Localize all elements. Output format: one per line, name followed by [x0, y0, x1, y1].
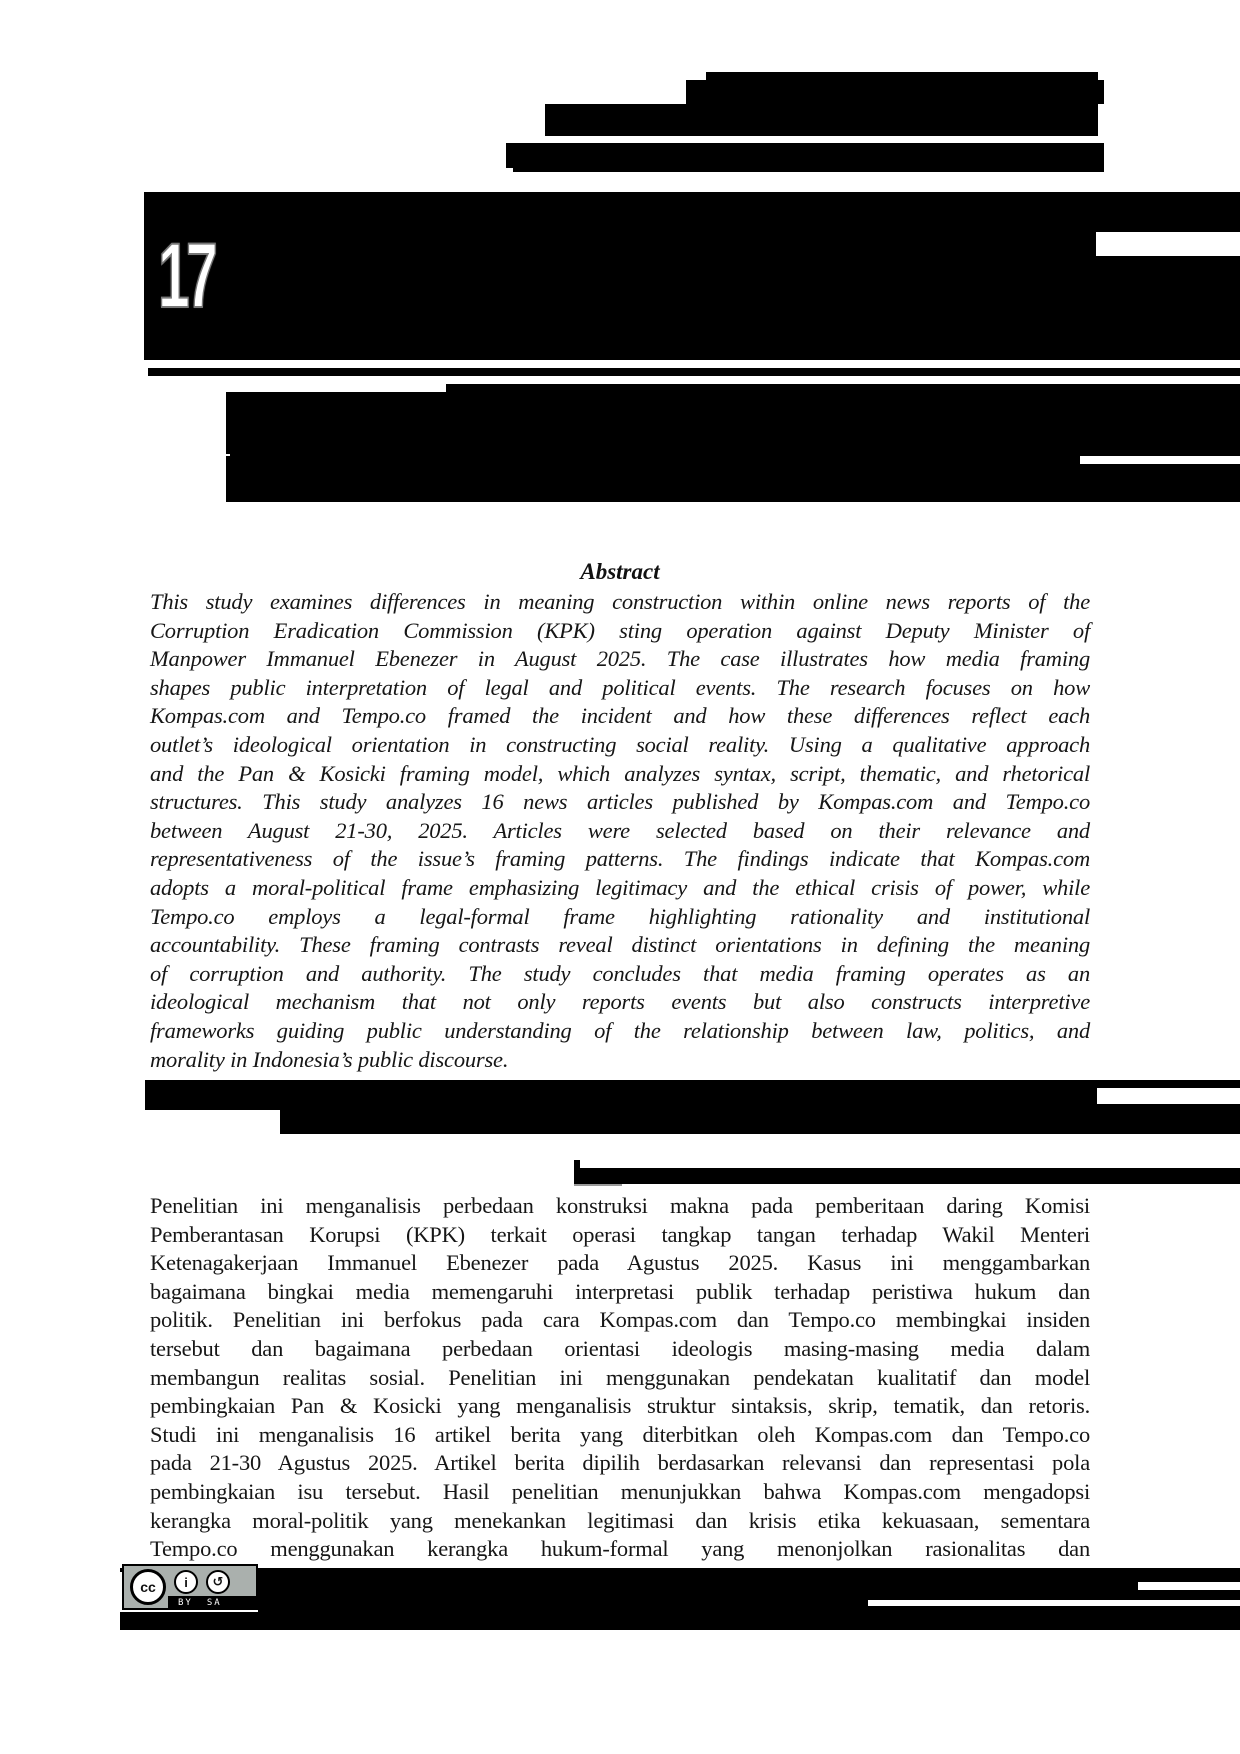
- abstract-line: between August 21-30, 2025. Articles were selected based on their relevance and: [150, 817, 1090, 843]
- abstract-line: adopts a moral-political frame emphasizing legitimacy and the ethical crisis of power, while: [150, 874, 1090, 900]
- abstract-line: This study examines differences in meaning construction within online news reports of the: [150, 589, 1090, 614]
- abstract-line: representativeness of the issue’s framing patterns. The findings indicate that Kompas.com: [150, 846, 1090, 872]
- abstrak-line: pembingkaian isu tersebut. Hasil penelitian menunjukkan bahwa Kompas.com mengadopsi: [150, 1478, 1090, 1504]
- abstract-line: morality in Indonesia’s public discourse.: [150, 1046, 509, 1072]
- abstract-line: ideological mechanism that not only reports events but also constructs interpretive: [150, 989, 1090, 1015]
- license-by-label: BY: [178, 1598, 193, 1608]
- abstract-line: of corruption and authority. The study concludes that media framing operates as an: [150, 960, 1090, 986]
- abstrak-line: bagaimana bingkai media memengaruhi interpretasi publik terhadap peristiwa hukum dan: [150, 1278, 1090, 1304]
- abstrak-line: Pemberantasan Korupsi (KPK) terkait operasi tangkap tangan terhadap Wakil Menteri: [150, 1221, 1090, 1247]
- chapter-number: 17: [158, 225, 215, 327]
- abstract-line: structures. This study analyzes 16 news articles published by Kompas.com and Tempo.co: [150, 789, 1090, 815]
- license-sa-label: SA: [206, 1598, 222, 1608]
- abstract-line: Tempo.co employs a legal-formal frame highlighting rationality and institutional: [150, 903, 1090, 929]
- abstrak-line: pada 21-30 Agustus 2025. Artikel berita dipilih berdasarkan relevansi dan representasi pola: [150, 1450, 1090, 1476]
- abstrak-line: politik. Penelitian ini berfokus pada cara Kompas.com dan Tempo.co membingkai insiden: [150, 1307, 1090, 1333]
- license-labels: [168, 1596, 258, 1610]
- abstract-line: Corruption Eradication Commission (KPK) sting operation against Deputy Minister of: [150, 617, 1090, 643]
- abstrak-line: Studi ini menganalisis 16 artikel berita yang diterbitkan oleh Kompas.com dan Tempo.co: [150, 1421, 1090, 1447]
- abstrak-body: [150, 1192, 1090, 1564]
- abstract-line: and the Pan & Kosicki framing model, which analyzes syntax, script, thematic, and rhetorical: [150, 760, 1090, 786]
- share-alike-icon: ↺: [206, 1570, 230, 1594]
- abstrak-line: Ketenagakerjaan Immanuel Ebenezer pada Agustus 2025. Kasus ini menggambarkan: [150, 1250, 1090, 1276]
- abstrak-line: pembingkaian Pan & Kosicki yang menganalisis struktur sintaksis, skrip, tematik, dan retoris.: [150, 1393, 1090, 1419]
- abstract-body: [150, 588, 1090, 1074]
- abstract-line: shapes public interpretation of legal and political events. The research focuses on how: [150, 674, 1090, 700]
- abstrak-line: Tempo.co menggunakan kerangka hukum-formal yang menonjolkan rasionalitas dan: [150, 1536, 1090, 1562]
- abstract-heading: Abstract: [580, 559, 660, 584]
- abstrak-line: kerangka moral-politik yang menekankan legitimasi dan krisis etika kekuasaan, sementara: [150, 1507, 1090, 1533]
- abstrak-line: tersebut dan bagaimana perbedaan orientasi ideologis masing-masing media dalam: [150, 1335, 1090, 1361]
- attribution-icon: i: [174, 1570, 198, 1594]
- abstrak-line: membangun realitas sosial. Penelitian ini menggunakan pendekatan kualitatif dan model: [150, 1364, 1090, 1390]
- abstract-line: outlet’s ideological orientation in constructing social reality. Using a qualitative approach: [150, 731, 1090, 757]
- abstract-line: Manpower Immanuel Ebenezer in August 2025. The case illustrates how media framing: [150, 646, 1090, 672]
- abstrak-line: Penelitian ini menganalisis perbedaan konstruksi makna pada pemberitaan daring Komisi: [150, 1193, 1090, 1218]
- abstract-line: Kompas.com and Tempo.co framed the incident and how these differences reflect each: [150, 703, 1090, 729]
- abstract-line: frameworks guiding public understanding of the relationship between law, politics, and: [150, 1017, 1090, 1043]
- abstract-line: accountability. These framing contrasts reveal distinct orientations in defining the meaning: [150, 932, 1090, 958]
- cc-icon: cc: [130, 1569, 166, 1605]
